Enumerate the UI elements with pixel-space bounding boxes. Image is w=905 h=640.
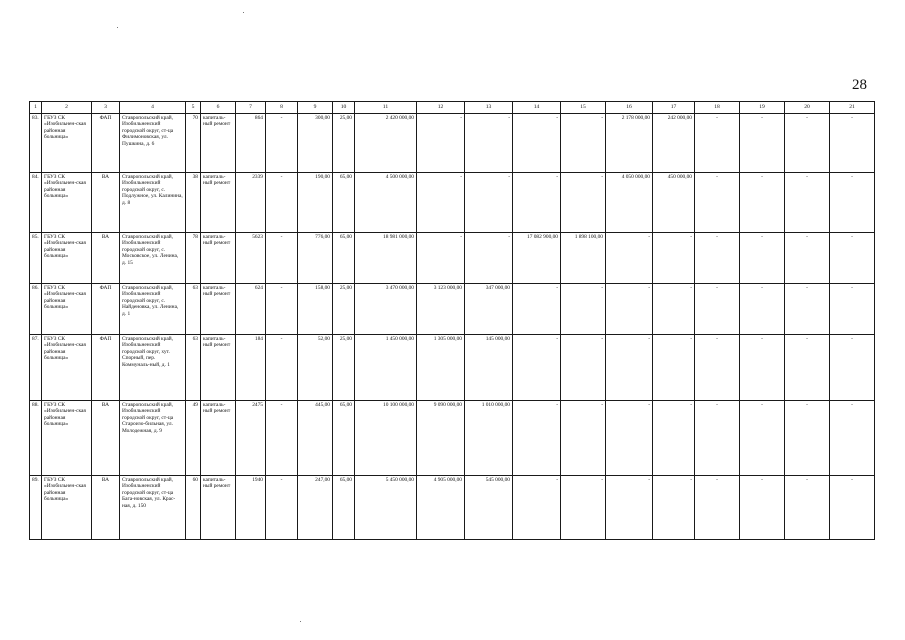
value-cell: 776,00 [298,233,333,284]
work-type-cell: капиталь-ный ремонт [201,114,236,173]
work-type-cell: капиталь-ный ремонт [201,476,236,540]
value-cell: - [653,335,695,401]
value-cell: - [830,173,875,233]
value-cell: - [606,233,653,284]
value-cell: - [266,335,298,401]
value-cell: 38 [186,173,201,233]
value-cell: - [606,335,653,401]
value-cell: - [561,284,606,335]
organization-cell: ГБУЗ СК «Изобильнен-ская районная больница» [42,233,92,284]
header-cell: 3 [92,102,120,114]
value-cell: - [266,114,298,173]
value-cell: 18 981 000,00 [355,233,417,284]
value-cell: - [695,173,740,233]
value-cell: - [417,114,465,173]
value-cell: - [561,335,606,401]
header-row [30,102,875,114]
address-cell: Ставропольский край, Изобильненский городской округ, ст-ца Староизо-бильная, ул. Молодежная, д. 9 [120,401,186,476]
organization-cell: ГБУЗ СК «Изобильнен-ская районная больница» [42,401,92,476]
row-number: 86. [30,284,42,335]
value-cell: - [653,401,695,476]
header-cell: 19 [740,102,785,114]
value-cell: - [606,284,653,335]
header-cell: 15 [561,102,606,114]
value-cell: 25,00 [333,284,355,335]
value-cell: - [513,476,561,540]
header-cell: 1 [30,102,42,114]
value-cell: 49 [186,401,201,476]
value-cell: 158,00 [298,284,333,335]
table-row [30,173,875,233]
value-cell: - [785,233,830,284]
value-cell: 5623 [236,233,266,284]
value-cell: - [830,476,875,540]
value-cell: - [740,173,785,233]
value-cell: - [653,476,695,540]
facility-type-cell: ВА [92,476,120,540]
header-cell: 20 [785,102,830,114]
work-type-cell: капиталь-ный ремонт [201,284,236,335]
value-cell: - [740,284,785,335]
value-cell: - [695,335,740,401]
value-cell: - [695,476,740,540]
row-number: 84. [30,173,42,233]
value-cell: 1940 [236,476,266,540]
value-cell: - [266,476,298,540]
table-row [30,476,875,540]
value-cell: 2 420 000,00 [355,114,417,173]
value-cell: - [266,173,298,233]
value-cell: - [266,233,298,284]
value-cell: - [695,284,740,335]
value-cell: 10 100 000,00 [355,401,417,476]
page-number: 28 [852,77,867,93]
value-cell: 242 000,00 [653,114,695,173]
header-cell: 10 [333,102,355,114]
value-cell: 63 [186,335,201,401]
value-cell: - [830,233,875,284]
value-cell: 65,00 [333,173,355,233]
value-cell: 3 123 000,00 [417,284,465,335]
value-cell: 300,00 [298,114,333,173]
value-cell: - [513,114,561,173]
row-number: 88. [30,401,42,476]
address-cell: Ставропольский край, Изобильненский городской округ, с. Подлужное, ул. Калинина, д. 8 [120,173,186,233]
header-cell: 18 [695,102,740,114]
header-cell: 21 [830,102,875,114]
value-cell: 1 305 000,00 [417,335,465,401]
value-cell: - [417,233,465,284]
value-cell: 864 [236,114,266,173]
organization-cell: ГБУЗ СК «Изобильнен-ская районная больница» [42,173,92,233]
header-cell: 5 [186,102,201,114]
header-cell: 6 [201,102,236,114]
value-cell: 145 000,00 [465,335,513,401]
value-cell: 17 082 900,00 [513,233,561,284]
work-type-cell: капиталь-ный ремонт [201,173,236,233]
value-cell: 1 898 100,00 [561,233,606,284]
value-cell: 25,00 [333,335,355,401]
value-cell: - [785,173,830,233]
value-cell: 4 905 000,00 [417,476,465,540]
table-row [30,335,875,401]
address-cell: Ставропольский край, Изобильненский городской округ, с. Московское, ул. Ленина, д. 15 [120,233,186,284]
facility-type-cell: ФАП [92,335,120,401]
value-cell: 65,00 [333,233,355,284]
header-cell: 7 [236,102,266,114]
value-cell: - [785,335,830,401]
table-row [30,401,875,476]
value-cell: - [266,401,298,476]
value-cell: 450 000,00 [653,173,695,233]
header-cell: 13 [465,102,513,114]
value-cell: 25,00 [333,114,355,173]
value-cell: 78 [186,233,201,284]
value-cell: - [740,233,785,284]
header-cell: 11 [355,102,417,114]
value-cell: 63 [186,284,201,335]
header-cell: 12 [417,102,465,114]
value-cell: - [465,173,513,233]
row-number: 83. [30,114,42,173]
value-cell: - [513,173,561,233]
scan-speck [117,27,118,28]
row-number: 87. [30,335,42,401]
value-cell: - [785,114,830,173]
organization-cell: ГБУЗ СК «Изобильнен-ская районная больница» [42,476,92,540]
value-cell: 445,00 [298,401,333,476]
header-cell: 4 [120,102,186,114]
value-cell: - [653,284,695,335]
work-type-cell: капиталь-ный ремонт [201,335,236,401]
value-cell: - [653,233,695,284]
value-cell: - [830,401,875,476]
value-cell: - [561,476,606,540]
value-cell: - [513,401,561,476]
value-cell: 52,00 [298,335,333,401]
value-cell: 65,00 [333,476,355,540]
value-cell: - [465,233,513,284]
address-cell: Ставропольский край, Изобильненский городской округ, с. Найденовка, ул. Ленина, д. 1 [120,284,186,335]
value-cell: - [740,401,785,476]
table-row [30,284,875,335]
value-cell: - [695,233,740,284]
value-cell: - [417,173,465,233]
value-cell: - [740,114,785,173]
facility-type-cell: ВА [92,173,120,233]
address-cell: Ставропольский край, Изобильненский городской округ, ст-ца Бага-новская, ул. Крас-ная, д. 150 [120,476,186,540]
value-cell: 60 [186,476,201,540]
value-cell: - [830,284,875,335]
value-cell: 2475 [236,401,266,476]
table-row [30,114,875,173]
work-type-cell: капиталь-ный ремонт [201,401,236,476]
register-table [29,101,875,540]
row-number: 89. [30,476,42,540]
facility-type-cell: ВА [92,401,120,476]
header-cell: 16 [606,102,653,114]
value-cell: 1 010 000,00 [465,401,513,476]
scan-speck [243,12,244,13]
organization-cell: ГБУЗ СК «Изобильнен-ская районная больница» [42,284,92,335]
value-cell: 65,00 [333,401,355,476]
value-cell: 247,00 [298,476,333,540]
value-cell: - [266,284,298,335]
value-cell: 3 470 000,00 [355,284,417,335]
header-cell: 8 [266,102,298,114]
table-row [30,233,875,284]
value-cell: - [695,114,740,173]
value-cell: - [465,114,513,173]
value-cell: - [785,284,830,335]
value-cell: 4 500 000,00 [355,173,417,233]
value-cell: 4 050 000,00 [606,173,653,233]
value-cell: - [513,284,561,335]
value-cell: - [785,476,830,540]
value-cell: - [606,476,653,540]
value-cell: 184 [236,335,266,401]
organization-cell: ГБУЗ СК «Изобильнен-ская районная больница» [42,335,92,401]
value-cell: 2 178 000,00 [606,114,653,173]
value-cell: - [830,335,875,401]
scan-speck [300,621,301,622]
header-cell: 2 [42,102,92,114]
value-cell: 190,00 [298,173,333,233]
row-number: 85. [30,233,42,284]
value-cell: - [513,335,561,401]
work-type-cell: капиталь-ный ремонт [201,233,236,284]
value-cell: - [606,401,653,476]
header-cell: 9 [298,102,333,114]
address-cell: Ставропольский край, Изобильненский городской округ, хут. Спорный, пер. Коммуналь-ный, д. 1 [120,335,186,401]
header-cell: 17 [653,102,695,114]
facility-type-cell: ФАП [92,284,120,335]
value-cell: - [561,114,606,173]
address-cell: Ставропольский край, Изобильненский городской округ, ст-ца Филимоновская, ул. Пушкина, д. 6 [120,114,186,173]
value-cell: - [740,476,785,540]
value-cell: - [561,401,606,476]
value-cell: 545 000,00 [465,476,513,540]
value-cell: 624 [236,284,266,335]
value-cell: - [695,401,740,476]
value-cell: - [740,335,785,401]
facility-type-cell: ФАП [92,114,120,173]
organization-cell: ГБУЗ СК «Изобильнен-ская районная больница» [42,114,92,173]
value-cell: - [561,173,606,233]
value-cell: 2339 [236,173,266,233]
value-cell: - [830,114,875,173]
value-cell: 70 [186,114,201,173]
header-cell: 14 [513,102,561,114]
value-cell: - [785,401,830,476]
value-cell: 1 450 000,00 [355,335,417,401]
value-cell: 347 000,00 [465,284,513,335]
value-cell: 5 450 000,00 [355,476,417,540]
value-cell: 9 090 000,00 [417,401,465,476]
facility-type-cell: ВА [92,233,120,284]
